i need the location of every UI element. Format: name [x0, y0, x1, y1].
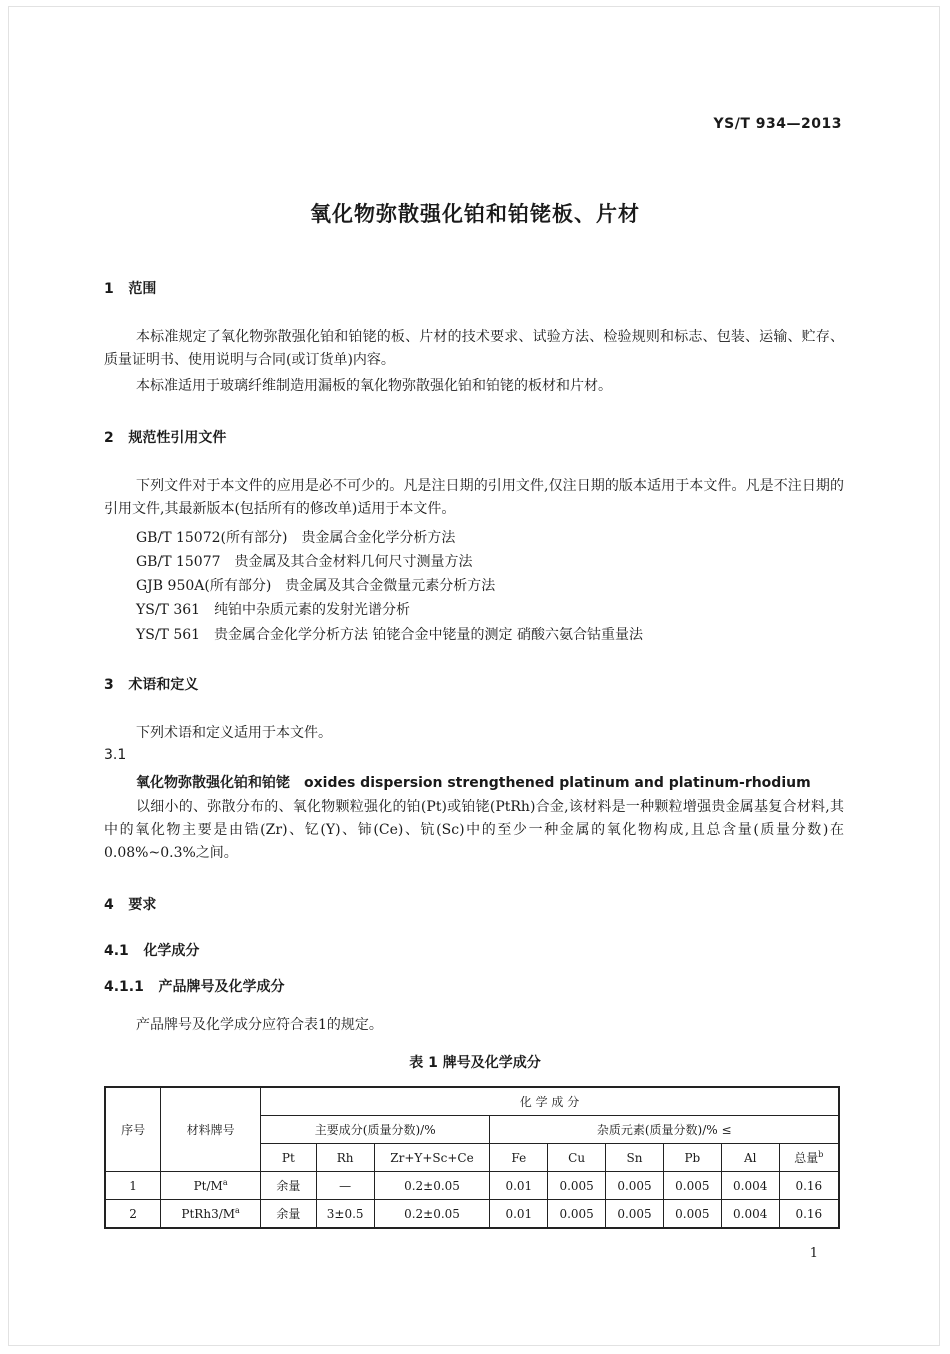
- scope-paragraph-2: 本标准适用于玻璃纤维制造用漏板的氧化物弥散强化铂和铂铑的板材和片材。: [136, 378, 612, 394]
- standard-code: YS/T 934—2013: [713, 116, 842, 132]
- section-number: 4: [104, 897, 114, 913]
- reference-name: 贵金属合金化学分析方法: [301, 530, 456, 546]
- cell: —: [316, 1172, 374, 1200]
- grade-label: Pt/M: [193, 1179, 223, 1193]
- cell: 0.004: [721, 1200, 779, 1229]
- header-chemical-composition: 化 学 成 分: [260, 1087, 839, 1116]
- section-title: 规范性引用文件: [128, 430, 227, 446]
- reference-code: YS/T 561: [136, 627, 201, 643]
- header-col: Pt: [260, 1144, 316, 1172]
- table-caption: 表 1 牌号及化学成分: [409, 1055, 541, 1071]
- section-4-1-heading: [104, 940, 199, 960]
- cell-seq: 2: [105, 1200, 161, 1229]
- header-col-total: [779, 1144, 839, 1172]
- term-chinese: 氧化物弥散强化铂和铂铑: [136, 775, 290, 791]
- reference-code: GB/T 15072(所有部分): [136, 530, 288, 546]
- header-impurities: 杂质元素(质量分数)/% ≤: [490, 1116, 839, 1144]
- reference-name: 贵金属及其合金微量元素分析方法: [285, 578, 496, 594]
- cell: 0.005: [663, 1200, 721, 1229]
- terms-intro: 下列术语和定义适用于本文件。: [136, 725, 332, 741]
- reference-item: [136, 599, 410, 619]
- reference-code: GB/T 15077: [136, 554, 221, 570]
- footnote-mark: b: [818, 1150, 824, 1159]
- cell: 0.2±0.05: [374, 1200, 490, 1229]
- cell: 0.005: [548, 1172, 606, 1200]
- section-title: 范围: [128, 281, 157, 297]
- header-col: Fe: [490, 1144, 548, 1172]
- cell: 0.16: [779, 1172, 839, 1200]
- section-2-heading: [104, 427, 226, 447]
- cell: 0.2±0.05: [374, 1172, 490, 1200]
- section-3-heading: [104, 674, 198, 694]
- references-intro: 下列文件对于本文件的应用是必不可少的。凡是注日期的引用文件,仅注日期的版本适用于本文件。凡是不注日期的引用文件,其最新版本(包括所有的修改单)适用于本文件。: [104, 478, 844, 517]
- section-title: 产品牌号及化学成分: [158, 979, 285, 995]
- total-label: 总量: [794, 1151, 819, 1165]
- section-1-heading: [104, 278, 156, 298]
- reference-item: [136, 527, 455, 547]
- section-number: 4.1.1: [104, 979, 144, 995]
- header-col: Al: [721, 1144, 779, 1172]
- reference-code: GJB 950A(所有部分): [136, 578, 272, 594]
- section-number: 2: [104, 430, 114, 446]
- cell: 0.01: [490, 1172, 548, 1200]
- header-seq: 序号: [105, 1087, 161, 1172]
- footnote-mark: a: [222, 1178, 228, 1187]
- grade-label: PtRh3/M: [181, 1207, 236, 1221]
- reference-name: 贵金属合金化学分析方法 铂铑合金中铑量的测定 硝酸六氨合钴重量法: [214, 627, 643, 643]
- cell: 0.005: [663, 1172, 721, 1200]
- cell-seq: 1: [105, 1172, 161, 1200]
- section-4-1-1-heading: [104, 976, 285, 996]
- reference-code: YS/T 361: [136, 602, 201, 618]
- cell: 3±0.5: [316, 1200, 374, 1229]
- header-col: Pb: [663, 1144, 721, 1172]
- cell: 余量: [260, 1172, 316, 1200]
- header-grade: 材料牌号: [161, 1087, 261, 1172]
- section-title: 要求: [128, 897, 157, 913]
- header-main-components: 主要成分(质量分数)/%: [260, 1116, 489, 1144]
- table-row: [105, 1200, 839, 1229]
- term-definition: 以细小的、弥散分布的、氧化物颗粒强化的铂(Pt)或铂铑(PtRh)合金,该材料是一种颗粒增强贵金属基复合材料,其中的氧化物主要是由锆(Zr)、钇(Y)、铈(Ce)、钪(Sc)中的至少一种金属的氧化物构成,且总含量(质量分数)在0.08%~0.3%之间。: [104, 799, 844, 861]
- section-title: 术语和定义: [128, 677, 199, 693]
- section-number: 1: [104, 281, 114, 297]
- section-4-heading: [104, 894, 156, 914]
- header-col: Cu: [548, 1144, 606, 1172]
- document-title: 氧化物弥散强化铂和铂铑板、片材: [310, 202, 640, 226]
- term-english: oxides dispersion strengthened platinum and platinum-rhodium: [304, 775, 811, 791]
- cell: 0.16: [779, 1200, 839, 1229]
- table-header-row: [105, 1087, 839, 1116]
- header-col: Rh: [316, 1144, 374, 1172]
- scope-paragraph-1: 本标准规定了氧化物弥散强化铂和铂铑的板、片材的技术要求、试验方法、检验规则和标志、包装、运输、贮存、质量证明书、使用说明与合同(或订货单)内容。: [104, 329, 844, 368]
- reference-item: [136, 575, 495, 595]
- cell: 0.005: [606, 1200, 664, 1229]
- cell: 0.01: [490, 1200, 548, 1229]
- cell: 余量: [260, 1200, 316, 1229]
- composition-table: [104, 1086, 840, 1229]
- term-number: 3.1: [104, 747, 127, 763]
- section-title: 化学成分: [143, 943, 200, 959]
- cell: 0.005: [606, 1172, 664, 1200]
- cell: 0.005: [548, 1200, 606, 1229]
- header-col: Sn: [606, 1144, 664, 1172]
- reference-name: 贵金属及其合金材料几何尺寸测量方法: [234, 554, 473, 570]
- reference-item: [136, 624, 643, 644]
- section-number: 3: [104, 677, 114, 693]
- cell: 0.004: [721, 1172, 779, 1200]
- reference-item: [136, 551, 473, 571]
- cell-grade: [161, 1172, 261, 1200]
- header-col: Zr+Y+Sc+Ce: [374, 1144, 490, 1172]
- table-row: [105, 1172, 839, 1200]
- table-reference-text: 产品牌号及化学成分应符合表1的规定。: [136, 1017, 383, 1033]
- footnote-mark: a: [235, 1206, 240, 1215]
- page-number: 1: [809, 1246, 818, 1261]
- cell-grade: [161, 1200, 261, 1229]
- term-entry: [136, 772, 811, 792]
- reference-name: 纯铂中杂质元素的发射光谱分析: [214, 602, 411, 618]
- section-number: 4.1: [104, 943, 129, 959]
